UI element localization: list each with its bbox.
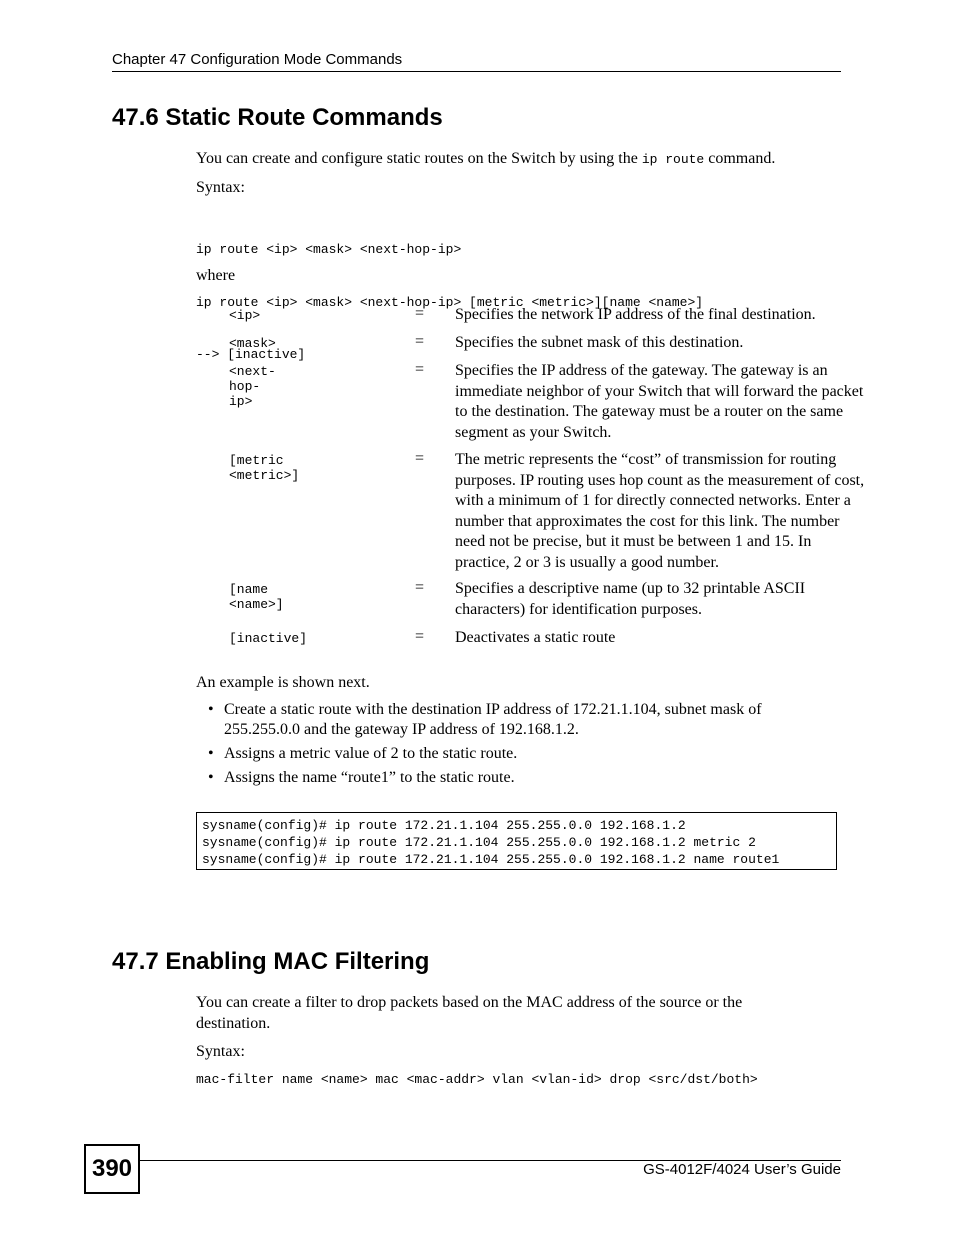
where-label: where [196,267,236,284]
section-title-static-route: 47.6 Static Route Commands [112,104,443,131]
param-equals: = [415,361,425,378]
param-equals: = [415,450,425,467]
code-line: sysname(config)# ip route 172.21.1.104 255.255.0.0 192.168.1.2 name route1 [202,852,780,867]
param-description: Specifies the IP address of the gateway. The gateway is an immediate neighbor of your Switch that will forward the packet to the destination. The gateway must be a router on the same segment as your Switch. [455,362,864,441]
code-line: sysname(config)# ip route 172.21.1.104 255.255.0.0 192.168.1.2 [202,818,686,833]
syntax-label: Syntax: [196,179,245,196]
param-equals: = [415,579,425,596]
param-equals: = [415,305,425,322]
param-name: <mask> [229,336,276,351]
running-header: Chapter 47 Configuration Mode Commands [112,51,403,68]
bullet-icon: • [208,701,214,718]
syntax-line: ip route <ip> <mask> <next-hop-ip> [metric <metric>][name <name>] [196,294,704,310]
bullet-icon: • [208,769,214,786]
syntax-label: Syntax: [196,1043,245,1060]
param-name: <next-hop-ip> [229,364,276,409]
code-line: sysname(config)# ip route 172.21.1.104 255.255.0.0 192.168.1.2 metric 2 [202,835,756,850]
mac-filter-intro: You can create a filter to drop packets based on the MAC address of the source or the destination. [196,994,743,1032]
list-item: • Create a static route with the destination IP address of 172.21.1.104, subnet mask of 255.255.0.0 and the gateway IP address of 192.168.1.2. [208,701,762,738]
list-item: • Assigns a metric value of 2 to the static route. [208,745,518,762]
example-code [197,813,836,868]
list-item: • Assigns the name “route1” to the static route. [208,769,515,786]
param-description: Specifies the subnet mask of this destination. [455,334,744,351]
guide-title: GS-4012F/4024 User’s Guide [643,1161,841,1178]
param-name: <ip> [229,308,261,323]
syntax-line: ip route <ip> <mask> <next-hop-ip> [196,242,462,257]
param-name: [inactive] [229,631,308,646]
page-number: 390 [84,1144,140,1194]
param-description: Specifies a descriptive name (up to 32 printable ASCII characters) for identification purposes. [455,580,806,618]
param-equals: = [415,628,425,645]
example-code-box [196,812,837,870]
syntax-line: --> [inactive] [196,347,306,362]
example-intro: An example is shown next. [196,674,370,691]
param-name: [name <name>] [229,582,284,612]
header-rule [112,71,841,72]
mac-filter-syntax: mac-filter name <name> mac <mac-addr> vlan <vlan-id> drop <src/dst/both> [196,1072,758,1087]
static-route-intro: You can create and configure static routes on the Switch by using the ip route command. [196,150,776,167]
section-title-mac-filtering: 47.7 Enabling MAC Filtering [112,948,430,975]
param-description: Deactivates a static route [455,629,616,646]
param-description: The metric represents the “cost” of transmission for routing purposes. IP routing uses hop count as the measurement of cost, with a minimum of 1 for directly connected networks. Enter a number that approximates the cost for this link. The number need not be precise, but it must be between 1 and 15. In practice, 2 or 3 is usually a good number. [455,451,865,571]
param-name: [metric <metric>] [229,453,300,483]
inline-code: ip route [641,152,705,167]
bullet-icon: • [208,745,214,762]
syntax-block [196,206,703,381]
param-equals: = [415,333,425,350]
example-bullet-list [196,700,836,792]
param-description: Specifies the network IP address of the final destination. [455,306,816,323]
